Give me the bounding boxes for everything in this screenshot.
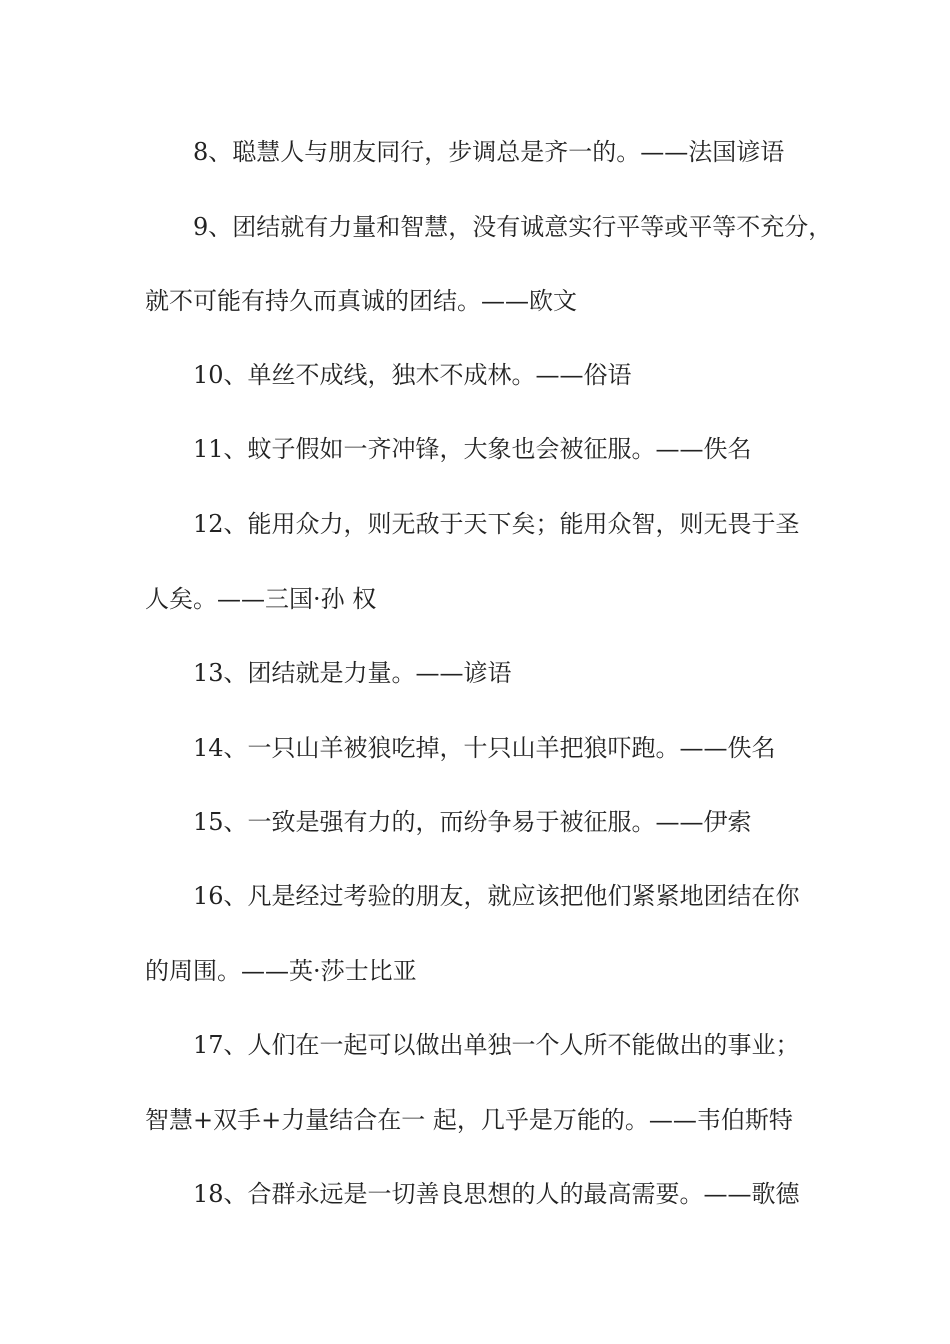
quote-18: 18、合群永远是一切善良思想的人的最高需要。——歌德 xyxy=(193,1180,800,1208)
quote-12-line-1: 12、能用众力，则无敌于天下矣；能用众智，则无畏于圣 xyxy=(193,510,800,538)
quote-15: 15、一致是强有力的，而纷争易于被征服。——伊索 xyxy=(193,808,752,836)
quote-12-line-2: 人矣。——三国·孙 权 xyxy=(145,585,377,613)
quote-9-line-2: 就不可能有持久而真诚的团结。——欧文 xyxy=(145,287,577,315)
quote-8: 8、聪慧人与朋友同行，步调总是齐一的。——法国谚语 xyxy=(193,138,785,166)
quote-17-line-1: 17、人们在一起可以做出单独一个人所不能做出的事业； xyxy=(193,1031,800,1059)
quote-16-line-1: 16、凡是经过考验的朋友，就应该把他们紧紧地团结在你 xyxy=(193,882,800,910)
quote-9-line-1: 9、团结就有力量和智慧，没有诚意实行平等或平等不充分， xyxy=(193,213,833,241)
quote-13: 13、团结就是力量。——谚语 xyxy=(193,659,512,687)
quote-11: 11、蚊子假如一齐冲锋，大象也会被征服。——佚名 xyxy=(193,435,752,463)
quote-16-line-2: 的周围。——英·莎士比亚 xyxy=(145,957,417,985)
quote-14: 14、一只山羊被狼吃掉，十只山羊把狼吓跑。——佚名 xyxy=(193,734,776,762)
quote-10: 10、单丝不成线，独木不成林。——俗语 xyxy=(193,361,632,389)
quote-17-line-2: 智慧+双手+力量结合在一 起，几乎是万能的。——韦伯斯特 xyxy=(145,1106,793,1134)
